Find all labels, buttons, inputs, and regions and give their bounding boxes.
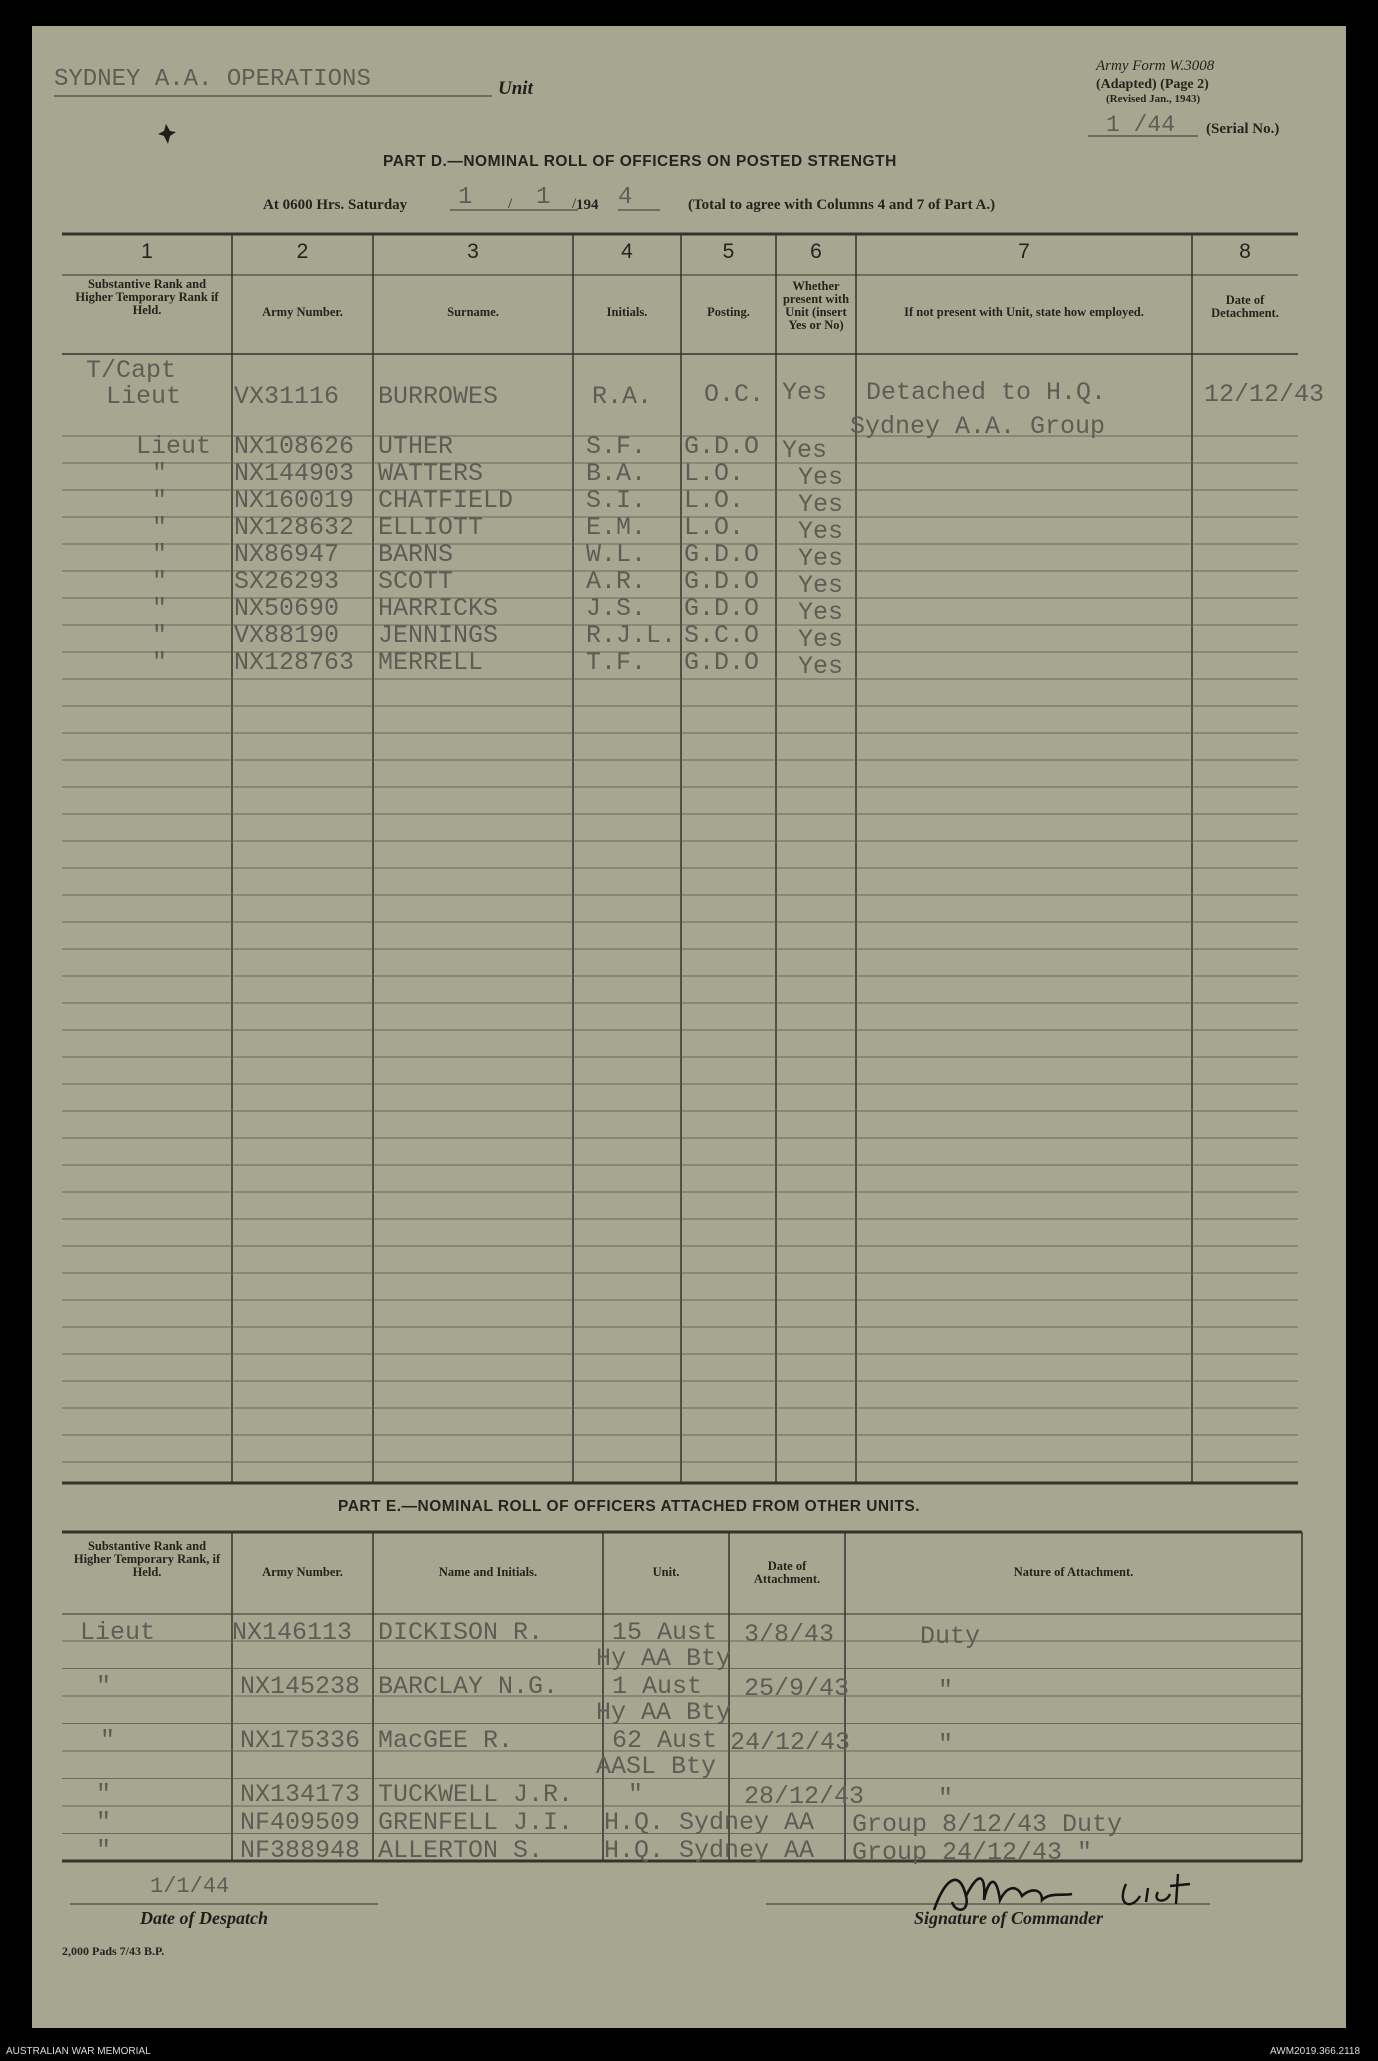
column-number-2: 2 (296, 240, 309, 263)
e-row-nature: " (938, 1784, 954, 1813)
row-initials: R.J.L. (586, 621, 677, 650)
e-row-nature: Group 24/12/43 " (852, 1838, 1093, 1867)
e-row-nature: " (938, 1676, 954, 1705)
archive-id: AWM2019.366.2118 (1270, 2046, 1361, 2057)
row-army-number: VX88190 (234, 621, 340, 650)
first-entry-initials: R.A. (592, 382, 653, 411)
row-initials: J.S. (586, 594, 647, 623)
row-present: Yes (798, 625, 844, 654)
column-number-6: 6 (810, 240, 822, 263)
form-number: Army Form W.3008 (1096, 58, 1215, 74)
punch-hole-mark-icon (156, 122, 178, 146)
e-row-army-number: NF388948 (240, 1836, 361, 1865)
column-number-5: 5 (722, 240, 735, 263)
e-row-unit-line1: H.Q. Sydney AA (604, 1836, 815, 1865)
first-entry-date: 12/12/43 (1204, 380, 1325, 409)
row-surname: SCOTT (378, 567, 454, 596)
row-surname: UTHER (378, 432, 454, 461)
e-row-rank: " (96, 1808, 112, 1837)
form-adapted: (Adapted) (Page 2) (1096, 77, 1209, 92)
row-army-number: NX86947 (234, 540, 340, 569)
e-row-date: 24/12/43 (730, 1728, 851, 1757)
row-present: Yes (798, 598, 844, 627)
date-note: (Total to agree with Columns 4 and 7 of Part A.) (688, 197, 996, 213)
unit-value: SYDNEY A.A. OPERATIONS (54, 66, 371, 93)
e-row-name: MacGEE R. (378, 1726, 514, 1755)
row-present: Yes (798, 571, 844, 600)
row-surname: WATTERS (378, 459, 484, 488)
e-row-name: DICKISON R. (378, 1618, 544, 1647)
first-entry-employed-line2: Sydney A.A. Group (850, 412, 1106, 441)
column-header-6: Whether present with Unit (insert Yes or No) (782, 279, 850, 332)
row-surname: BARNS (378, 540, 454, 569)
e-row-army-number: NX146113 (232, 1618, 353, 1647)
e-row-rank: " (96, 1780, 112, 1809)
row-initials: B.A. (586, 459, 647, 488)
row-army-number: NX144903 (234, 459, 355, 488)
row-army-number: NX160019 (234, 486, 355, 515)
column-number-4: 4 (621, 240, 633, 263)
column-number-7: 7 (1018, 240, 1030, 263)
part-e-column-header-3: Name and Initials. (438, 1565, 538, 1579)
row-present: Yes (798, 544, 844, 573)
date-month: 1 (536, 184, 551, 211)
row-initials: T.F. (586, 648, 647, 677)
e-row-army-number: NF409509 (240, 1808, 361, 1837)
e-row-unit-line2: Hy AA Bty (596, 1644, 732, 1673)
first-entry-army-number: VX31116 (234, 382, 340, 411)
form-revised: (Revised Jan., 1943) (1106, 93, 1201, 105)
part-d-title: PART D.—NOMINAL ROLL OF OFFICERS ON POSTED STRENGTH (383, 153, 897, 170)
part-e-column-header-2: Army Number. (262, 1565, 343, 1579)
row-rank: " (152, 540, 168, 569)
row-surname: MERRELL (378, 648, 484, 677)
e-row-unit-line1: 15 Aust (612, 1618, 718, 1647)
row-surname: HARRICKS (378, 594, 499, 623)
column-number-8: 8 (1239, 240, 1251, 263)
despatch-label: Date of Despatch (140, 1908, 268, 1928)
print-note: 2,000 Pads 7/43 B.P. (62, 1944, 165, 1958)
row-rank: " (152, 459, 168, 488)
e-row-rank: Lieut (80, 1618, 156, 1647)
row-initials: S.F. (586, 432, 647, 461)
e-row-date: 25/9/43 (744, 1674, 850, 1703)
column-header-2: Army Number. (262, 305, 343, 319)
e-row-unit-line1: 1 Aust (612, 1672, 703, 1701)
part-e-column-header-5: Date of Attachment. (753, 1559, 821, 1586)
row-army-number: NX50690 (234, 594, 340, 623)
e-row-name: ALLERTON S. (378, 1836, 544, 1865)
e-row-army-number: NX134173 (240, 1780, 361, 1809)
row-army-number: NX108626 (234, 432, 355, 461)
column-header-3: Surname. (447, 305, 499, 319)
date-year-digit: 4 (618, 184, 633, 211)
e-row-name: GRENFELL J.I. (378, 1808, 574, 1837)
unit-label: Unit (498, 78, 533, 99)
column-number-3: 3 (467, 240, 479, 263)
part-e-column-header-1: Substantive Rank and Higher Temporary Rank, if Held. (73, 1539, 221, 1579)
row-rank: " (152, 594, 168, 623)
row-initials: S.I. (586, 486, 647, 515)
e-row-unit-line1: H.Q. Sydney AA (604, 1808, 815, 1837)
column-number-1: 1 (141, 240, 153, 263)
first-entry-present: Yes (782, 378, 828, 407)
e-row-unit-line2: Hy AA Bty (596, 1698, 732, 1727)
archive-credit: AUSTRALIAN WAR MEMORIAL (6, 2046, 151, 2057)
signature-rank (1135, 1866, 1137, 1867)
first-entry-rank-line2: Lieut (106, 382, 182, 411)
e-row-unit-line2: AASL Bty (596, 1752, 717, 1781)
e-row-unit-line1: 62 Aust (612, 1726, 718, 1755)
row-rank: " (152, 648, 168, 677)
part-e-title: PART E.—NOMINAL ROLL OF OFFICERS ATTACHED FROM OTHER UNITS. (338, 1498, 921, 1515)
e-row-rank: " (100, 1726, 116, 1755)
row-rank: " (152, 567, 168, 596)
part-e-column-header-6: Nature of Attachment. (1013, 1565, 1134, 1579)
date-day: 1 (458, 184, 473, 211)
row-present: Yes (782, 436, 828, 465)
column-header-5: Posting. (707, 305, 750, 319)
column-header-1: Substantive Rank and Higher Temporary Rank if Held. (75, 277, 219, 317)
row-posting: L.O. (684, 486, 745, 515)
row-army-number: SX26293 (234, 567, 340, 596)
date-prefix: At 0600 Hrs. Saturday (263, 197, 408, 213)
row-posting: G.D.O (684, 567, 760, 596)
row-present: Yes (798, 490, 844, 519)
row-present: Yes (798, 652, 844, 681)
row-initials: A.R. (586, 567, 647, 596)
row-posting: G.D.O (684, 594, 760, 623)
date-year-prefix: 194 (576, 197, 599, 213)
first-entry-rank-line1: T/Capt (86, 356, 177, 385)
e-row-date: 3/8/43 (744, 1620, 835, 1649)
row-rank: " (152, 513, 168, 542)
row-army-number: NX128763 (234, 648, 355, 677)
row-posting: S.C.O (684, 621, 760, 650)
serial-label: (Serial No.) (1206, 121, 1280, 137)
first-entry-employed-line1: Detached to H.Q. (866, 378, 1107, 407)
serial-value: 1 /44 (1106, 112, 1176, 138)
column-header-4: Initials. (606, 305, 648, 319)
row-present: Yes (798, 463, 844, 492)
part-e-column-header-4: Unit. (652, 1565, 680, 1579)
e-row-nature: Duty (920, 1622, 981, 1651)
column-header-8: Date of Detachment. (1211, 293, 1279, 320)
row-army-number: NX128632 (234, 513, 355, 542)
e-row-rank: " (96, 1672, 112, 1701)
e-row-nature: " (938, 1730, 954, 1759)
commander-signature (926, 1866, 1216, 1918)
e-row-name: BARCLAY N.G. (378, 1672, 559, 1701)
row-initials: W.L. (586, 540, 647, 569)
row-rank: " (152, 621, 168, 650)
row-posting: G.D.O (684, 432, 760, 461)
e-row-rank: " (96, 1836, 112, 1865)
despatch-value: 1/1/44 (150, 1874, 230, 1899)
row-posting: G.D.O (684, 648, 760, 677)
row-posting: L.O. (684, 513, 745, 542)
e-row-date: 28/12/43 (744, 1782, 865, 1811)
column-header-7: If not present with Unit, state how employed. (904, 305, 1144, 319)
signature-label: Signature of Commander (914, 1908, 1104, 1928)
row-surname: CHATFIELD (378, 486, 514, 515)
row-present: Yes (798, 517, 844, 546)
row-initials: E.M. (586, 513, 647, 542)
first-entry-posting: O.C. (704, 380, 765, 409)
first-entry-surname: BURROWES (378, 382, 499, 411)
e-row-nature: Group 8/12/43 Duty (852, 1810, 1123, 1839)
row-rank: " (152, 486, 168, 515)
row-posting: L.O. (684, 459, 745, 488)
e-row-unit-line1: " (628, 1780, 644, 1809)
row-surname: JENNINGS (378, 621, 499, 650)
row-rank: Lieut (136, 432, 212, 461)
row-posting: G.D.O (684, 540, 760, 569)
e-row-army-number: NX175336 (240, 1726, 361, 1755)
row-surname: ELLIOTT (378, 513, 484, 542)
e-row-army-number: NX145238 (240, 1672, 361, 1701)
e-row-name: TUCKWELL J.R. (378, 1780, 574, 1809)
